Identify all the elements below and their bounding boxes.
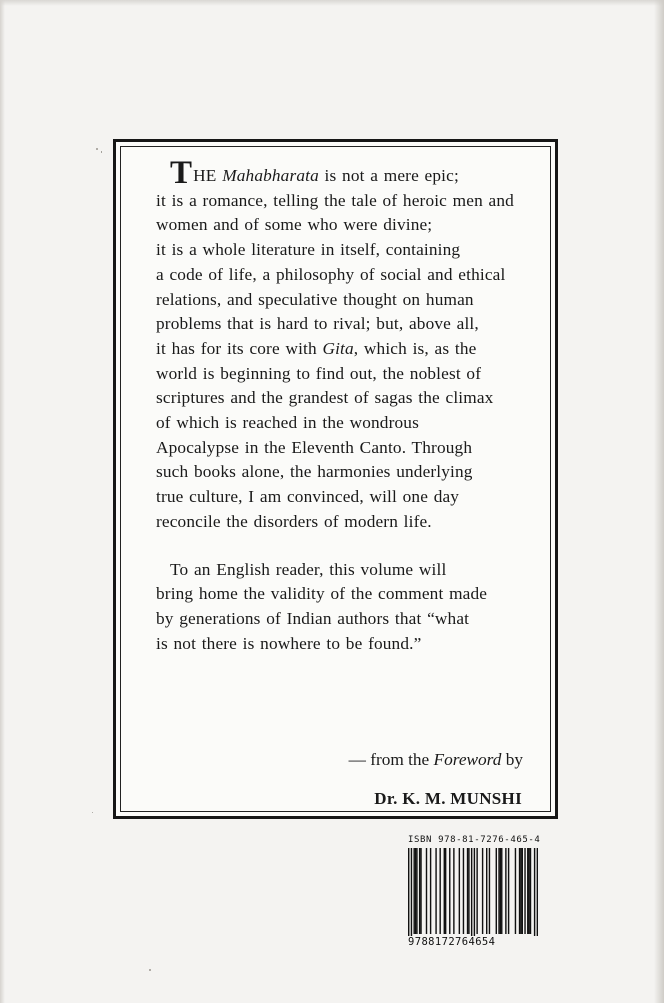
barcode-bar (449, 848, 450, 934)
barcode-bar (415, 848, 416, 934)
excerpt-line: is not there is nowhere to be found.” (156, 633, 422, 653)
excerpt-text: world is beginning to find out, the noblest of (156, 363, 482, 383)
excerpt-line (156, 386, 556, 411)
barcode-bar (408, 848, 409, 943)
attribution-prefix: — from the (348, 750, 434, 769)
excerpt-line (156, 337, 556, 362)
barcode-bar (416, 848, 417, 934)
excerpt-line (156, 460, 556, 485)
excerpt-text: reconcile the disorders of modern life. (156, 511, 432, 531)
barcode-bar (420, 848, 421, 934)
excerpt-line (156, 288, 556, 313)
excerpt-text: of which is reached in the wondrous (156, 413, 419, 433)
paper-speck (149, 969, 151, 971)
barcode-bar (486, 848, 487, 934)
barcode-bar (508, 848, 509, 934)
excerpt-text: true culture, I am convinced, will one day (156, 487, 460, 507)
paper-speck (96, 148, 98, 150)
page-edge-shadow (0, 0, 664, 6)
barcode-bar (505, 848, 506, 934)
paper-speck (92, 812, 93, 813)
excerpt-paragraph-1 (156, 155, 556, 535)
paragraph-gap (156, 535, 556, 558)
barcode-bar (520, 848, 521, 934)
excerpt-paragraph-2 (156, 558, 556, 657)
barcode-bar (530, 848, 531, 934)
barcode-bar (496, 848, 497, 934)
barcode-bar (435, 848, 436, 934)
excerpt-text: is not a mere epic; (318, 166, 459, 185)
excerpt-line (156, 312, 556, 337)
excerpt-line: by generations of Indian authors that “what (156, 608, 470, 628)
excerpt-line (156, 189, 556, 214)
barcode-bar (459, 848, 460, 934)
barcode-bar (515, 848, 516, 934)
excerpt-text: problems that is hard to rival; but, above all, (156, 314, 479, 334)
barcode-bar (445, 848, 446, 934)
excerpt-line (156, 436, 556, 461)
barcode-bar (468, 848, 469, 934)
barcode-bar (413, 848, 414, 934)
barcode-bar (528, 848, 529, 934)
excerpt-text: women and of some who were divine; (156, 215, 433, 235)
barcode-bar (467, 848, 468, 934)
barcode-bar (453, 848, 454, 934)
barcode-bar (411, 848, 412, 943)
barcode-bar (489, 848, 490, 934)
barcode-bar (524, 848, 525, 934)
barcode-bar (519, 848, 520, 934)
barcode-bar (476, 848, 477, 934)
excerpt-line (156, 362, 556, 387)
barcode-bar (534, 848, 535, 943)
barcode-bar (419, 848, 420, 934)
excerpt-line (156, 411, 556, 436)
excerpt-line (156, 213, 556, 238)
excerpt-line: bring home the validity of the comment made (156, 584, 488, 604)
isbn-label: ISBN 978-81-7276-465-4 (408, 835, 541, 845)
foreword-excerpt (156, 155, 556, 656)
excerpt-text: scriptures and the grandest of sagas the climax (156, 388, 494, 408)
barcode-bar (463, 848, 464, 934)
excerpt-line (156, 485, 556, 510)
barcode-bar (482, 848, 483, 934)
excerpt-text: a code of life, a philosophy of social and ethical (156, 264, 506, 284)
barcode-bar (522, 848, 523, 934)
isbn-barcode (408, 835, 540, 955)
barcode-bar (498, 848, 499, 934)
barcode-bar (501, 848, 502, 934)
barcode-bar (527, 848, 528, 934)
quote-box-inner-border (120, 146, 551, 812)
excerpt-text: such books alone, the harmonies underlying (156, 462, 473, 482)
attribution-source: Foreword (433, 750, 502, 769)
drop-cap: T (170, 155, 193, 191)
attribution-line (349, 750, 523, 770)
page-edge-shadow (654, 0, 664, 1003)
attribution-suffix: by (501, 750, 523, 769)
barcode-bar (537, 848, 538, 943)
excerpt-text: HE (193, 166, 223, 185)
excerpt-line (156, 263, 556, 288)
page-edge-shadow (0, 0, 5, 1003)
excerpt-line: To an English reader, this volume will (170, 559, 447, 579)
paper-speck (101, 151, 102, 153)
excerpt-text: it is a romance, telling the tale of heroic men and (156, 190, 514, 210)
excerpt-line (156, 238, 556, 263)
excerpt-line (156, 510, 556, 535)
barcode-digits: 9788172764654 (408, 936, 539, 948)
barcode-bars (408, 848, 538, 943)
italic-title: Mahabharata (222, 166, 319, 185)
barcode-bar (439, 848, 440, 934)
barcode-bar (444, 848, 445, 934)
excerpt-text: it is a whole literature in itself, containing (156, 240, 461, 260)
barcode-bar (500, 848, 501, 934)
excerpt-text: Apocalypse in the Eleventh Canto. Through (156, 437, 473, 457)
barcode-bar (426, 848, 427, 934)
author-name: Dr. K. M. MUNSHI (374, 789, 522, 808)
excerpt-text: it has for its core with (156, 338, 323, 358)
excerpt-line (156, 155, 556, 191)
barcode-bar (430, 848, 431, 934)
italic-title: Gita (322, 338, 354, 358)
barcode-bar (474, 848, 475, 943)
barcode-bar (471, 848, 472, 943)
excerpt-text: relations, and speculative thought on human (156, 289, 474, 309)
excerpt-text: , which is, as the (353, 338, 477, 358)
quote-box (113, 139, 558, 819)
